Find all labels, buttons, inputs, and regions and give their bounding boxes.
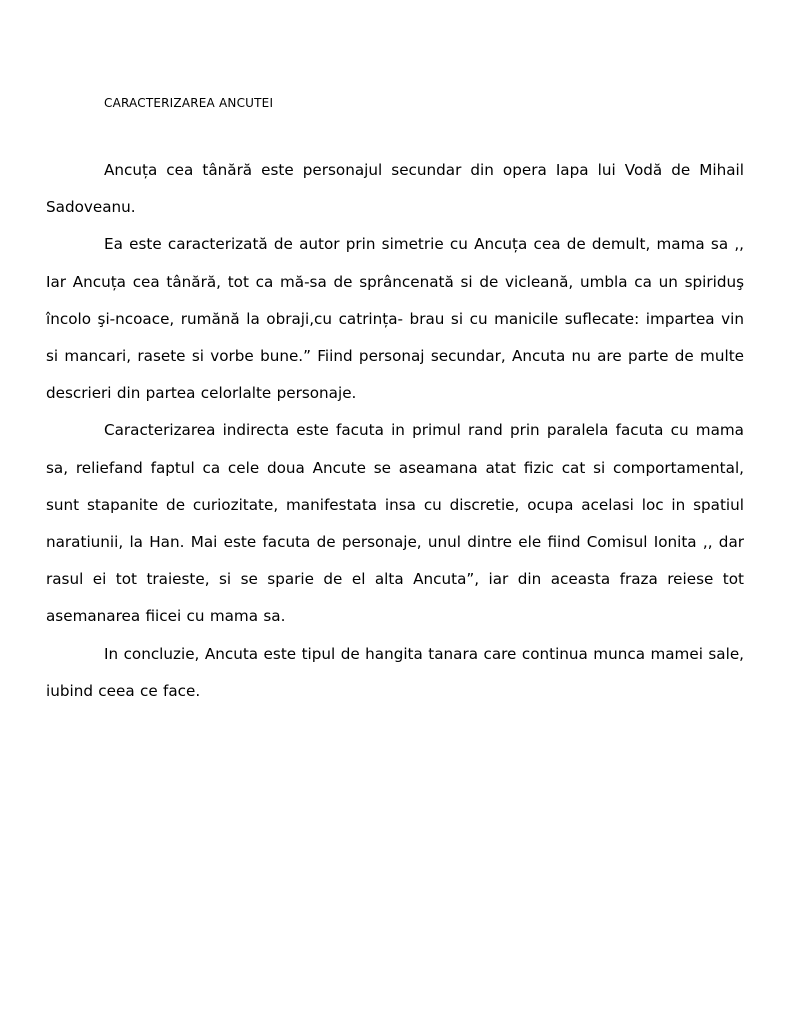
paragraph-conclusion: In concluzie, Ancuta este tipul de hangita tanara care continua munca mamei sale, iubind ceea ce face. xyxy=(46,644,744,700)
document-title: CARACTERIZAREA ANCUTEI xyxy=(104,96,274,110)
document-body xyxy=(46,152,744,710)
paragraph-symmetry: Ea este caracterizată de autor prin simetrie cu Ancuța cea de demult, mama sa ,, Iar Ancuța cea tânără, tot ca mă-sa de sprâncenată si de vicleană, umbla ca un spiriduş încolo şi-ncoace, rumănă la obraji,cu catrința- brau si cu manicile suflecate: impartea vin si mancari, rasete si vorbe bune.” Fiind personaj secundar, Ancuta nu are parte de multe descrieri din partea celorlalte personaje. xyxy=(46,235,744,403)
paragraph-intro: Ancuța cea tânără este personajul secundar din opera Iapa lui Vodă de Mihail Sadoveanu. xyxy=(46,161,744,217)
paragraph-indirect-characterization: Caracterizarea indirecta este facuta in primul rand prin paralela facuta cu mama sa, reliefand faptul ca cele doua Ancute se aseamana atat fizic cat si comportamental, sunt stapanite de curiozitate, manifestata insa cu discretie, ocupa acelasi loc in spatiul naratiunii, la Han. Mai este facuta de personaje, unul dintre ele fiind Comisul Ionita ,, dar rasul ei tot traieste, si se sparie de el alta Ancuta”, iar din aceasta fraza reiese tot asemanarea fiicei cu mama sa. xyxy=(46,421,744,626)
